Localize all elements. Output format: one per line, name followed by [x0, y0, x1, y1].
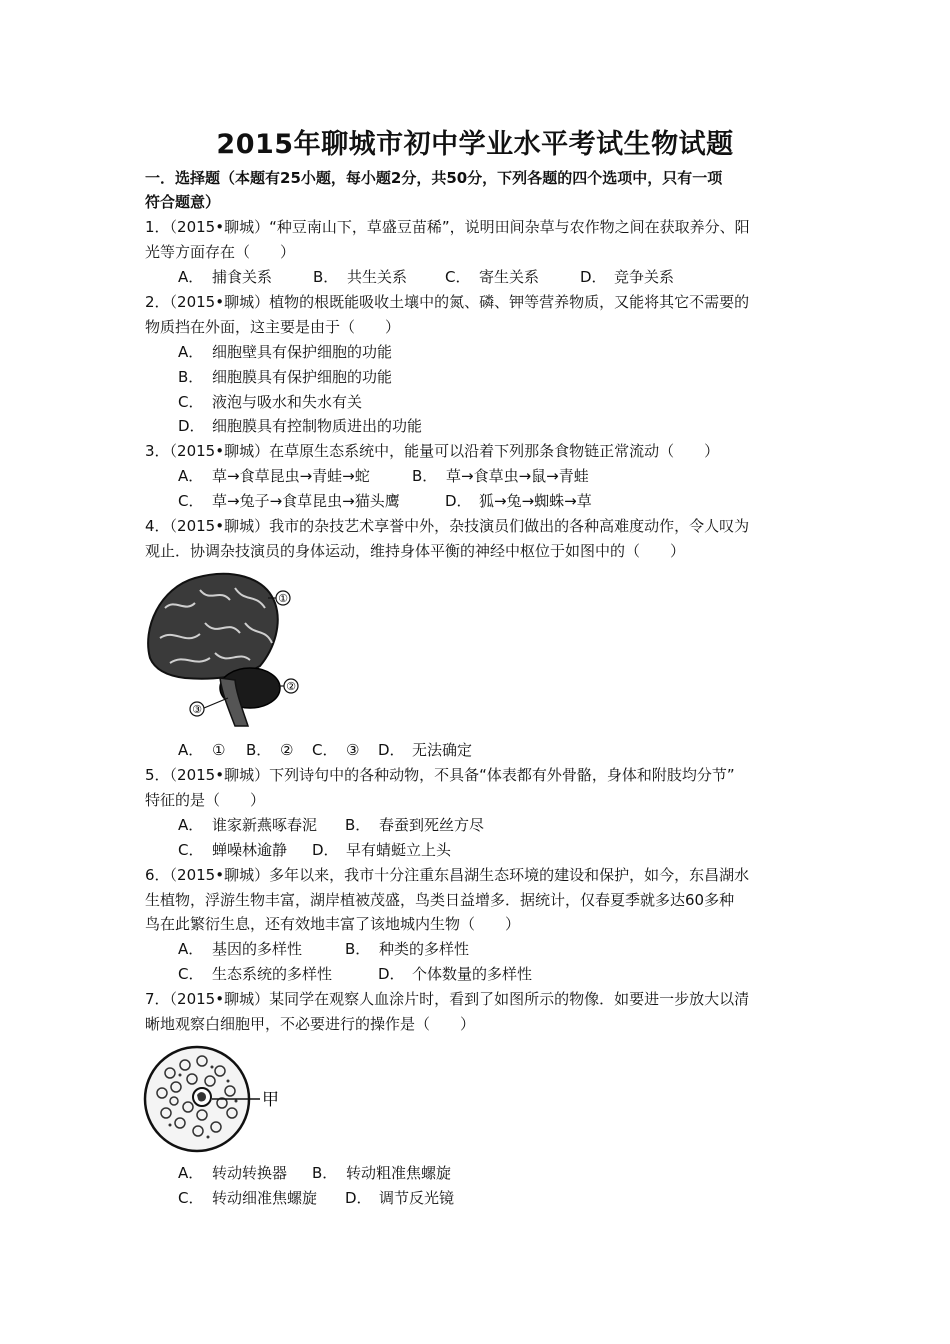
question-5-line2: 特征的是（ ） [145, 791, 266, 809]
question-3-line1: 3．（2015•聊城）在草原生态系统中，能量可以沿着下列那条食物链正常流动（ ） [145, 442, 720, 460]
q5-option-d[interactable]: D． 早有蜻蜓立上头 [312, 841, 452, 859]
q1-option-a[interactable]: A． 捕食关系 [178, 268, 273, 286]
brain-figure [140, 568, 320, 730]
section-heading-line2: 符合题意） [145, 193, 221, 211]
q2-option-c[interactable]: C． 液泡与吸水和失水有关 [178, 393, 363, 411]
q4-option-b[interactable]: B． ② [246, 741, 294, 759]
question-6-line3: 鸟在此繁衍生息，还有效地丰富了该地城内生物（ ） [145, 915, 521, 933]
q3-option-a[interactable]: A． 草→食草昆虫→青蛙→蛇 [178, 467, 370, 485]
fig-label-2: ② [286, 680, 296, 693]
q2-option-d[interactable]: D． 细胞膜具有控制物质进出的功能 [178, 417, 423, 435]
question-6-line2: 生植物，浮游生物丰富，湖岸植被茂盛，鸟类日益增多．据统计，仅春夏季就多达60多种 [145, 891, 735, 909]
q5-option-a[interactable]: A． 谁家新燕啄春泥 [178, 816, 318, 834]
question-7-line1: 7．（2015•聊城）某同学在观察人血涂片时，看到了如图所示的物像．如要进一步放大以清 [145, 990, 750, 1008]
question-6-line1: 6．（2015•聊城）多年以来，我市十分注重东昌湖生态环境的建设和保护，如今，东昌湖水 [145, 866, 750, 884]
blood-smear-figure [140, 1043, 290, 1155]
q6-option-d[interactable]: D． 个体数量的多样性 [378, 965, 533, 983]
q7-option-a[interactable]: A． 转动转换器 [178, 1164, 288, 1182]
question-5-line1: 5．（2015•聊城）下列诗句中的各种动物，不具备“体表都有外骨骼，身体和附肢均分节” [145, 766, 735, 784]
q6-option-b[interactable]: B． 种类的多样性 [345, 940, 470, 958]
q4-option-c[interactable]: C． ③ [312, 741, 360, 759]
question-2-line1: 2．（2015•聊城）植物的根既能吸收土壤中的氮、磷、钾等营养物质，又能将其它不需要的 [145, 293, 750, 311]
q7-option-d[interactable]: D． 调节反光镜 [345, 1189, 455, 1207]
q5-option-c[interactable]: C． 蝉噪林逾静 [178, 841, 288, 859]
q5-option-b[interactable]: B． 春蚕到死丝方尽 [345, 816, 485, 834]
q6-option-a[interactable]: A． 基因的多样性 [178, 940, 303, 958]
question-4-line2: 观止．协调杂技演员的身体运动，维持身体平衡的神经中枢位于如图中的（ ） [145, 542, 686, 560]
q1-option-c[interactable]: C． 寄生关系 [445, 268, 540, 286]
q2-option-b[interactable]: B． 细胞膜具有保护细胞的功能 [178, 368, 393, 386]
fig-label-3: ③ [192, 703, 202, 716]
question-1-line2: 光等方面存在（ ） [145, 243, 296, 261]
q4-option-d[interactable]: D． 无法确定 [378, 741, 473, 759]
q2-option-a[interactable]: A． 细胞壁具有保护细胞的功能 [178, 343, 393, 361]
fig-label-jia: 甲 [262, 1090, 279, 1110]
question-1-line1: 1．（2015•聊城）“种豆南山下，草盛豆苗稀”，说明田间杂草与农作物之间在获取养分、阳 [145, 218, 750, 236]
pointer-line-3 [204, 698, 228, 708]
q7-option-b[interactable]: B． 转动粗准焦螺旋 [312, 1164, 452, 1182]
q1-option-d[interactable]: D． 竞争关系 [580, 268, 675, 286]
q3-option-c[interactable]: C． 草→兔子→食草昆虫→猫头鹰 [178, 492, 400, 510]
section-heading-line1: 一．选择题（本题有25小题，每小题2分，共50分，下列各题的四个选项中，只有一项 [145, 169, 723, 187]
cerebrum [148, 574, 278, 679]
q4-option-a[interactable]: A． ① [178, 741, 226, 759]
fig-label-1: ① [278, 592, 288, 605]
question-2-line2: 物质挡在外面，这主要是由于（ ） [145, 318, 401, 336]
question-7-line2: 晰地观察白细胞甲，不必要进行的操作是（ ） [145, 1015, 476, 1033]
q7-option-c[interactable]: C． 转动细准焦螺旋 [178, 1189, 318, 1207]
q3-option-d[interactable]: D． 狐→兔→蜘蛛→草 [445, 492, 592, 510]
q3-option-b[interactable]: B． 草→食草虫→鼠→青蛙 [412, 467, 589, 485]
q1-option-b[interactable]: B． 共生关系 [313, 268, 408, 286]
question-4-line1: 4．（2015•聊城）我市的杂技艺术享誉中外，杂技演员们做出的各种高难度动作，令人叹为 [145, 517, 750, 535]
q6-option-c[interactable]: C． 生态系统的多样性 [178, 965, 333, 983]
page-title: 2015年聊城市初中学业水平考试生物试题 [216, 129, 734, 160]
